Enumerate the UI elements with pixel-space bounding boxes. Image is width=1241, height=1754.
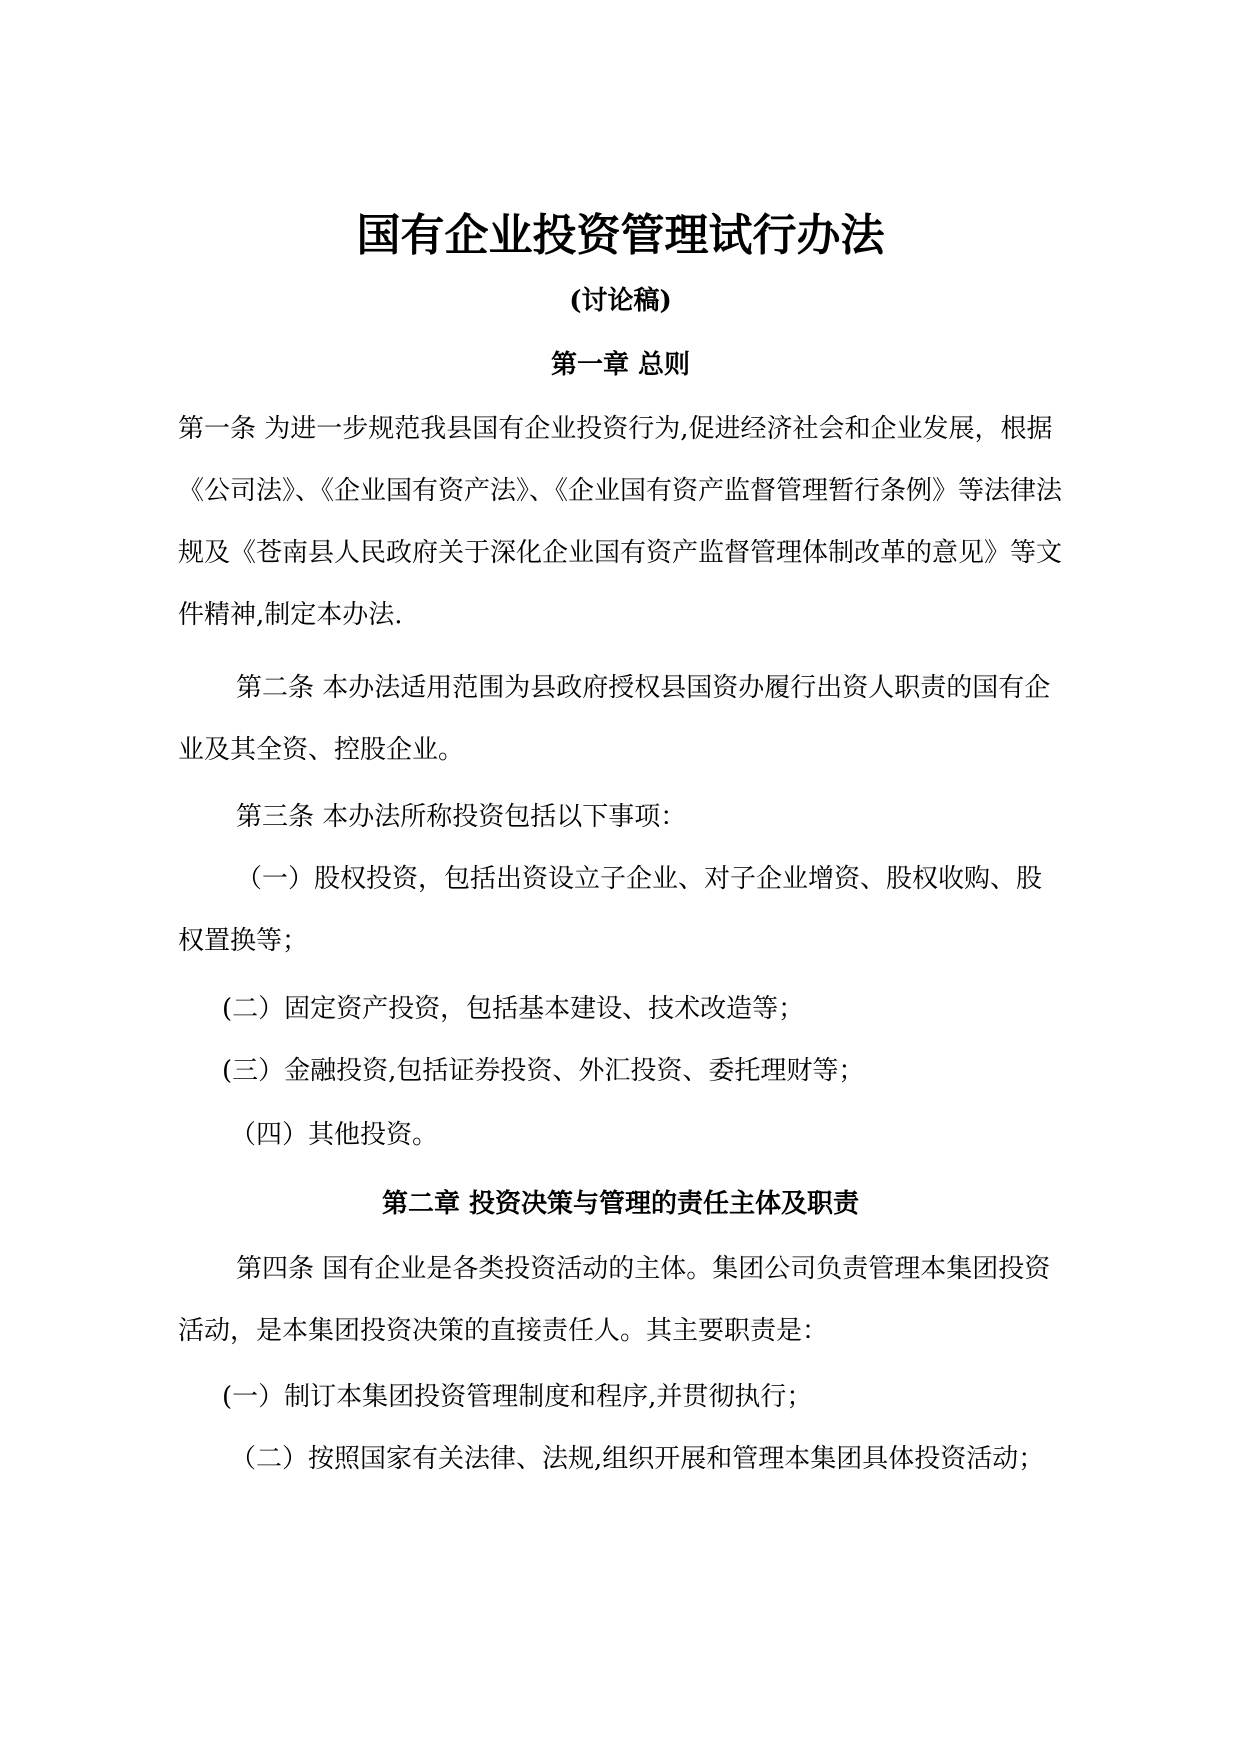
- document-title: 国有企业投资管理试行办法: [356, 210, 885, 261]
- list-item: （二）按照国家有关法律、法规,组织开展和管理本集团具体投资活动；: [230, 1444, 1045, 1474]
- article-paragraph: 第三条 本办法所称投资包括以下事项：: [236, 802, 687, 832]
- article-paragraph: 第四条 国有企业是各类投资活动的主体。集团公司负责管理本集团投资活动，是本集团投资决策的直接责任人。其主要职责是：: [178, 1254, 1051, 1346]
- list-item: （一）股权投资，包括出资设立子企业、对子企业增资、股权收购、股权置换等；: [178, 864, 1043, 956]
- chapter-heading: 第一章 总则: [550, 350, 691, 380]
- document-subtitle: (讨论稿): [569, 286, 672, 316]
- list-item: (三）金融投资,包括证券投资、外汇投资、委托理财等；: [222, 1056, 865, 1086]
- chapter-heading: 第二章 投资决策与管理的责任主体及职责: [381, 1189, 860, 1219]
- list-item: (二）固定资产投资，包括基本建设、技术改造等；: [222, 994, 805, 1024]
- article-paragraph: 第一条 为进一步规范我县国有企业投资行为,促进经济社会和企业发展，根据《公司法》、《企业国有资产法》、《企业国有资产监督管理暂行条例》等法律法规及《苍南县人民政府关于深化企业国有资产监督管理体制改革的意见》等文件精神,制定本办法.: [178, 414, 1063, 630]
- list-item: (一）制订本集团投资管理制度和程序,并贯彻执行；: [222, 1382, 813, 1412]
- list-item: （四）其他投资。: [230, 1120, 439, 1150]
- article-paragraph: 第二条 本办法适用范围为县政府授权县国资办履行出资人职责的国有企业及其全资、控股企业。: [178, 673, 1051, 765]
